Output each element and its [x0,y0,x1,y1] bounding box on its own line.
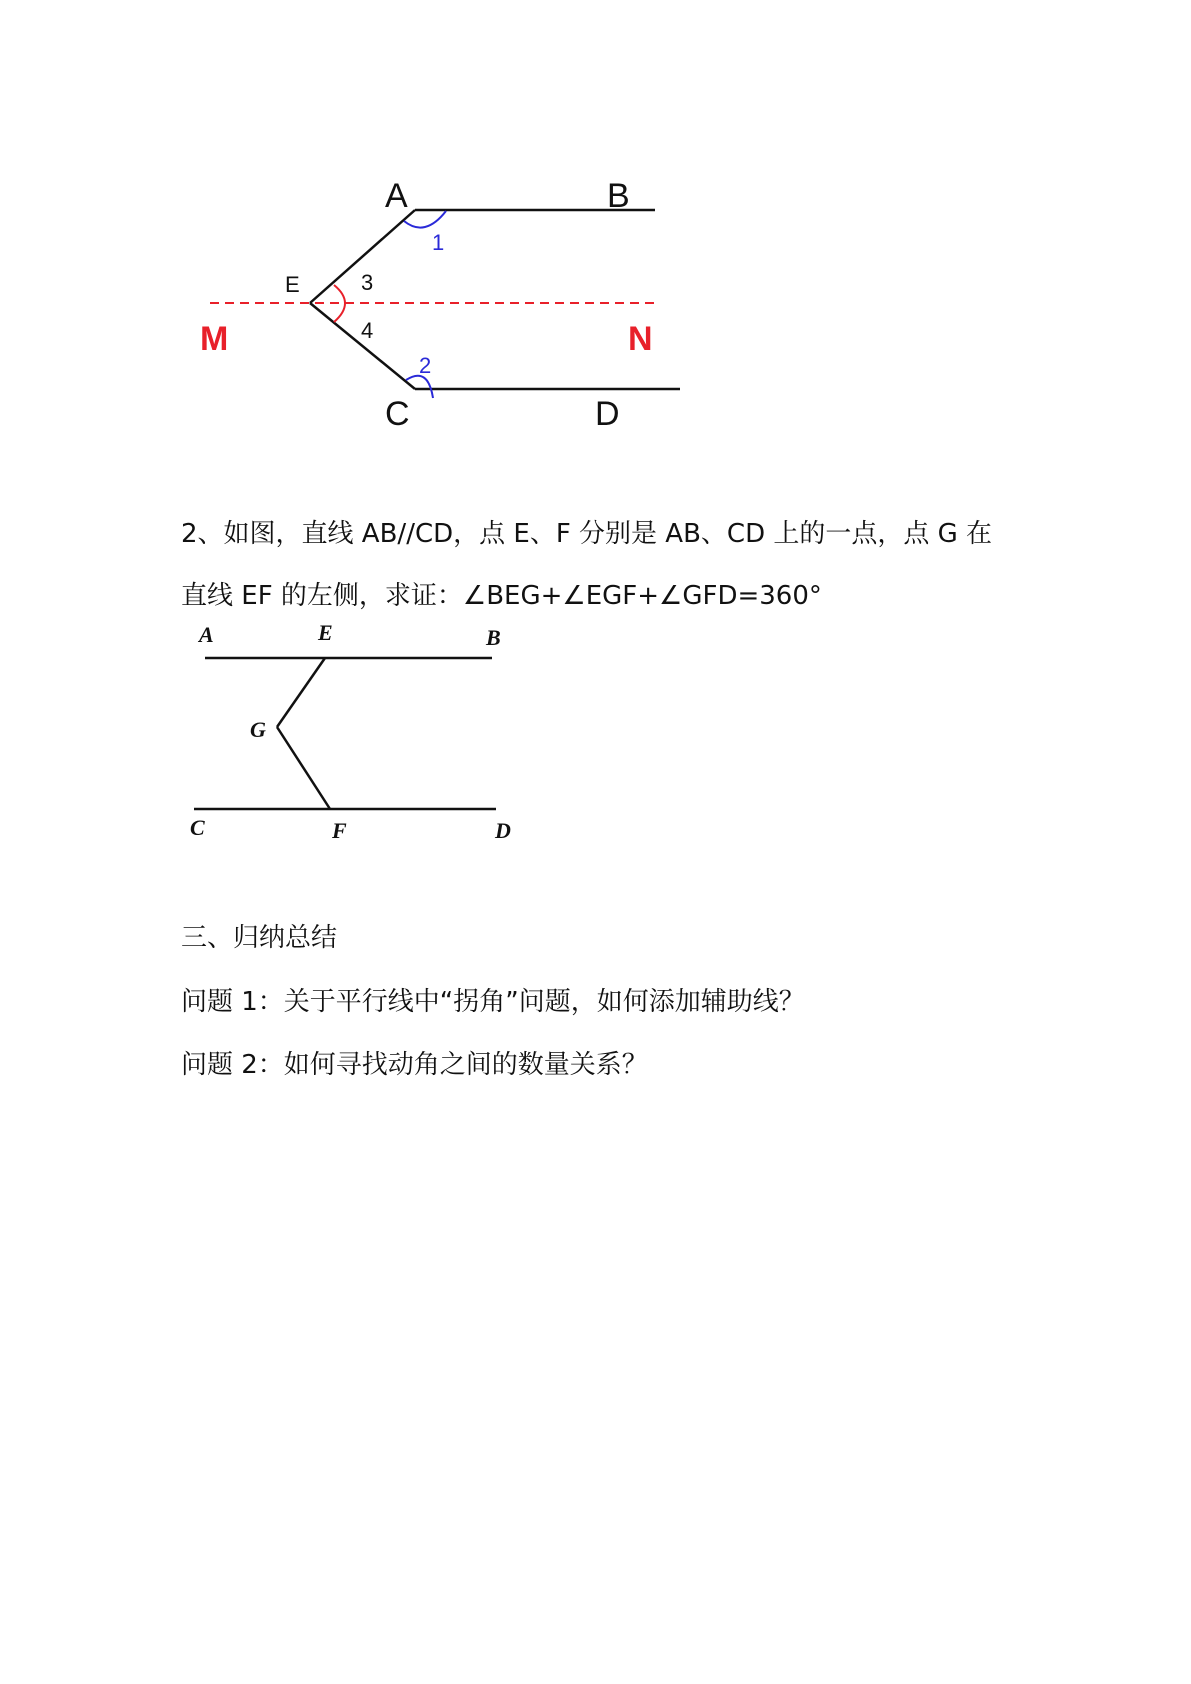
label-d: D [595,395,620,433]
label-m: M [200,320,229,358]
figure2-lines [194,658,496,809]
figure1-lines [210,210,680,389]
problem2-text-line1: 2、如图，直线 AB//CD，点 E、F 分别是 AB、CD 上的一点，点 G 在 [181,519,993,549]
label-n: N [628,320,653,358]
label-b: B [607,177,630,215]
label-a: A [199,622,214,647]
label-f: F [332,818,347,843]
label-b: B [486,625,501,650]
segment-ec [310,303,415,389]
figure1-labels [200,177,653,433]
summary-question-1: 问题 1：关于平行线中“拐角”问题，如何添加辅助线？ [181,987,805,1017]
label-a: A [385,177,408,215]
label-e: E [318,620,333,645]
angle-mark-2 [406,376,433,398]
label-d: D [495,818,511,843]
segment-gf [277,727,330,809]
label-angle-4: 4 [361,318,374,343]
label-c: C [385,395,410,433]
label-g: G [250,717,266,742]
label-e: E [285,272,300,297]
label-c: C [190,815,205,840]
label-angle-3: 3 [361,270,374,295]
segment-eg [277,658,325,727]
problem2-text-line2: 直线 EF 的左侧，求证：∠BEG+∠EGF+∠GFD=360° [181,581,822,611]
label-angle-2: 2 [419,353,432,378]
summary-question-2: 问题 2：如何寻找动角之间的数量关系？ [181,1050,648,1080]
figure-parallel-lines-point-g [0,600,1191,870]
label-angle-1: 1 [432,230,445,255]
figure-parallel-lines-auxiliary [0,0,1191,460]
summary-heading: 三、归纳总结 [181,923,338,953]
